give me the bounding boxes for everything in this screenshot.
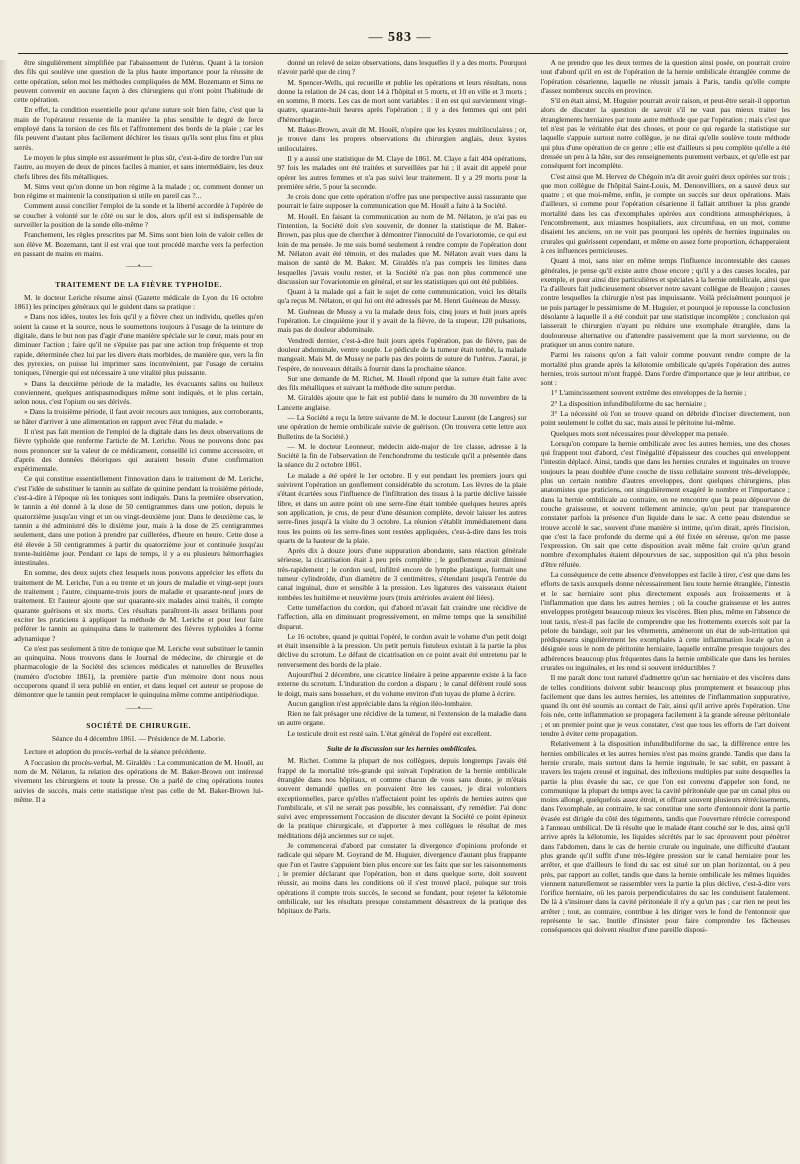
paragraph: 3° La nécessité où l'on se trouve quand on débride d'inciser directement, non point seulement le collet du sac, mais aussi le péritoine lui-même. — [540, 408, 790, 428]
paragraph: En effet, la condition essentielle pour qu'une suture soit bien faite, c'est que la main de l'opérateur ressente de la manière la plus sensible le degré de force employé dans la torsion de ces fils et l'affrontement des bords de la plaie ; car les fils peuvent d'autant plus facilement déchirer les tissus qu'ils sont plus fins et plus serrés. — [14, 105, 264, 152]
paragraph: — La Société a reçu la lettre suivante de M. le docteur Laurent (de Langres) sur une opération de hernie ombilicale suivie de guérison. (On trouvera cette lettre aux Bulletins de la Société.) — [277, 412, 527, 441]
paragraph: Après dix à douze jours d'une suppuration abondante, sans réaction générale sérieuse, la cicatrisation était à peu près complète ; le gonflement avait diminué très-rapidement ; le cordon seul, infiltré encore de lymphe plastique, formait une tumeur cylindroïde, d'un diamètre de 3 centimètres, s'étendant jusqu'à l'entrée du canal inguinal, dure et sensible à la pression. Les ligatures des vaisseaux étaient tombées les huitième et neuvième jours (trois artérioles avaient été liées). — [277, 546, 527, 602]
section-ornament — [14, 704, 263, 713]
paragraph: A ne prendre que les deux termes de la question ainsi posée, on pourrait croire tout d'abord qu'il en est de l'opération de la hernie ombilicale étranglée comme de l'opération césarienne, laquelle ne réussit jamais à Paris, tandis qu'elle compte d'assez nombreux succès en province. — [540, 58, 790, 95]
paragraph: Franchement, les règles prescrites par M. Sims sont bien loin de valoir celles de son élève M. Bozemann, tant il est vrai que tout procédé marche vers la perfection en passant de mains en mains. — [14, 230, 264, 258]
paragraph: M. Guéneau de Mussy a vu la malade deux fois, cinq jours et huit jours après l'opération. Le cinquième jour il y avait de la fièvre, de la stupeur, 120 pulsations, mais pas de douleur abdominale. — [277, 306, 527, 335]
paragraph: A l'occasion du procès-verbal, M. Giraldès : La communication de M. Houël, au nom de M. Nélaton, la relation des opérations de M. Baker-Brown ont intéressé vivement les chirurgiens et toute la presse. On a parlé de cinq opérations toutes suivies de succès, mais cette statistique n'est pas celle de M. Baker-Brown lui-même. Il a — [14, 757, 264, 804]
paragraph: Sur une demande de M. Richet, M. Houël répond que la suture était faite avec des fils métalliques et suivant la méthode dite suture perdue. — [277, 373, 527, 393]
column-right — [541, 58, 790, 1156]
paragraph: M. le docteur Leriche résume ainsi (Gazette médicale de Lyon du 16 octobre 1861) les principes généraux qui le guident dans sa pratique : — [14, 292, 264, 312]
paragraph: C'est ainsi que M. Hervez de Chégoin m'a dit avoir guéri deux opérées sur trois ; que mon collègue de l'hôpital Saint-Louis, M. Denonvilliers, en a sauvé deux sur quatre ; et que moi-même, enfin, je compte un succès sur deux opérations. Mais d'ailleurs, si comme pour l'opération césarienne il fallait attribuer la plus grande mortalité dans les cas d'exomphales opérées aux conditions atmosphériques, à l'encombrement, aux miasmes hospitaliers, aux circumfusa, en un mot, comme disaient les anciens, on ne voit pas pourquoi les opérés de hernies inguinales ou crurales qui guérissent cependant, et même en assez forte proportion, échapperaient à ces influences pernicieuses. — [540, 171, 790, 255]
paragraph: M. Richet. Comme la plupart de nos collègues, depuis longtemps j'avais été frappé de la mortalité très-grande qui suivait l'opération de la hernie ombilicale étranglée dans nos hôpitaux, et comme chacun de vous sans doute, je m'étais souvent demandé quelles en pouvaient être les causes, je dirai volontiers exceptionnelles, parce qu'elles n'affectaient point les opérés de hernies autres que l'ombilicale, et s'il ne serait pas possible, les connaissant, d'y remédier. J'ai donc suivi avec empressement l'occasion de discuter devant la Société ce point épineux de la pratique chirurgicale, et d'apporter à mes collègues le résultat de mes méditations déjà anciennes sur ce sujet. — [277, 756, 527, 840]
paragraph: » Dans la troisième période, il faut avoir recours aux toniques, aux corroborants, se hâter d'arriver à une alimentation en rapport avec l'état du malade. » — [14, 407, 264, 426]
paragraph: « Dans nos idées, toutes les fois qu'il y a fièvre chez un individu, quelles qu'en soient la cause et la source, nous le soumettons toujours à l'usage de la teinture de digitale, dans le but non pas d'agir d'une manière spéciale sur le cœur, mais pour en diminuer l'action ; faire qu'il ne s'épuise pas par une action trop fréquente et trop rapide, déterminée chez lui par les divers états morbides, de manière que, vers la fin des pyrexies, on puisse lui imprimer sans inconvénient, par l'usage de certains toniques, l'énergie qui est nécessaire à une vitalité plus puissante. — [14, 312, 264, 378]
paragraph: Le moyen le plus simple est assurément le plus sûr, c'est-à-dire de tordre l'un sur l'autre, au moyen de deux de pinces faciles à manier, et sans intermédiaire, les deux chefs libres des fils métalliques. — [14, 152, 264, 181]
paragraph: Lorsqu'on compare la hernie ombilicale avec les autres hernies, une des choses qui frappent tout d'abord, c'est l'inégalité d'épaisseur des couches qui enveloppent l'intestin déplacé. Ainsi, tandis que dans les hernies crurales et inguinales on trouve toujours la peau doublée d'une couche de tissu cellulaire souvent très-développée, plus un certain nombre d'autres enveloppes, dont quelques chirurgiens, plus anatomistes que praticiens, ont singulièrement exagéré le nombre et l'importance ; dans la hernie ombilicale au contraire, on ne rencontre que la peau dépourvue de couche graisseuse, et souvent tellement amincie, qu'on peut par transparence constater parfois la présence d'un liquide dans le sac. A cette peau distendue se trouve accolé le sac, souvent d'une manière si intime, qu'on dirait, après l'incision, que c'est la face profonde du derme qui a été fixée en séreuse, qu'on me passe l'expression. On sait que cette disposition avait même fait croire qu'un grand nombre d'exomphales étaient dépourvues de sac, supposition qui n'a plus besoin d'être réfutée. — [540, 438, 790, 569]
paragraph: M. Houël. En faisant la communication au nom de M. Nélaton, je n'ai pas eu l'intention, la Société doit s'en souvenir, de donner la statistique de M. Baker-Brown, pas plus que de chercher à démontrer l'innocuité de l'ovariotomie, ce qui est loin de ma pensée. Je me suis borné seulement à rendre compte de l'opération dont M. Nélaton avait été témoin, et des malades que M. Nélaton avait vues dans la maison de santé de M. Baker. M. Giraldès n'a pas compris les limites dans lesquelles j'avais voulu rester, et la Société n'a pas non plus commencé une discussion sur l'ovariotomie en général, et sur les statistiques qui ont été publiées. — [277, 211, 527, 286]
paragraph: Cette tuméfaction du cordon, qui d'abord m'avait fait craindre une récidive de l'affection, alla en diminuant progressivement, en même temps que la sensibilité disparut. — [277, 602, 527, 631]
header-rule — [18, 53, 788, 54]
page-header: — 583 — — [368, 30, 432, 45]
section-ornament — [14, 262, 263, 271]
paragraph: donné un relevé de seize observations, dans lesquelles il y a des morts. Pourquoi n'avoir parlé que de cinq ? — [277, 58, 527, 77]
paragraph: Parmi les raisons qu'on a fait valoir comme pouvant rendre compte de la mortalité plus grande après la kélotomie ombilicale qu'après l'opération des autres hernies, trois surtout m'ont frappé. Dans l'ordre d'importance que je leur attribue, ce sont : — [540, 350, 790, 388]
paragraph: 1° L'amincissement souvent extrême des enveloppes de la hernie ; — [550, 388, 747, 398]
column-left — [14, 58, 263, 1156]
paragraph: Ce n'est pas seulement à titre de tonique que M. Leriche veut substituer le tannin au quinquina. Nous trouvons dans le Journal de médecine, de chirurgie et de pharmacologie de la Société des sciences médicales et naturelles de Bruxelles (numéro d'octobre 1861), la première partie d'un mémoire dont nous nous occuperons quand il sera publié en entier, et dans lequel cet auteur se propose de démontrer que le tannin peut remplacer le quinquina même comme antipériodique. — [14, 643, 264, 700]
paragraph: Quelques mots sont nécessaires pour développer ma pensée. — [550, 428, 729, 438]
paragraph: Il me paraît donc tout naturel d'admettre qu'un sac herniaire et des viscères dans de telles conditions doivent subir beaucoup plus promptement et beaucoup plus facilement que dans les autres hernies, les atteintes de l'inflammation suppurative, quand ils ont été soumis au contact de l'air, ainsi qu'il arrive après l'opération. Une fois née, cette inflammation se propagera facilement à la grande séreuse péritonéale ; et un premier point que je veux constater, c'est que tous les efforts de l'art doivent tendre à éviter cette propagation. — [540, 673, 790, 739]
paragraph: Relativement à la disposition infundibuliforme du sac, la différence entre les hernies ombilicales et les autres hernies n'est pas moins grande. Tandis que dans la hernie crurale, mais surtout dans la hernie inguinale, le sac subit, en passant à travers les trajets creusé et inguinal, des inflexions multiples par suite desquelles la partie la plus évasée du sac, ce que l'on est convenu d'appeler son fond, ne communique la plupart du temps avec la cavité péritonéale que par un canal plus ou moins allongé, quelquefois assez étroit, et offrant souvent plusieurs rétrécissements, dans l'exomphale, au contraire, le sac constitue une sorte d'entonnoir dont la partie évasée est dirigée du côté des téguments, tandis que l'ouverture rétrécie correspond à l'anneau ombilical. De là résulte que le malade étant couché sur le dos, ainsi qu'il arrive après la kélotomie, les liquides sécrétés par le sac éprouvent pour pénétrer dans l'abdomen, dans le cas de hernie crurale ou inguinale, une difficulté d'autant plus grande qu'il suffit d'une très-légère pression sur le canal herniaire pour les arrêter, et que d'ailleurs le fond du sac est situé sur un plan horizontal, ou à peu près, par rapport au collet, tandis que dans la hernie ombilicale les mêmes liquides viennent naturellement se rassembler vers la partie la plus déclive, c'est-à-dire vers l'orifice herniaire, où les parois perpendiculaires du sac les conduisent fatalement. De là à s'insinuer dans la cavité péritonéale il n'y a qu'un pas ; car rien ne peut les arrêter ; tout, au contraire, contribue à les diriger vers le fond de l'entonnoir que représente le sac. Inutile d'insister pour faire comprendre les fâcheuses conséquences qui doivent résulter d'une pareille disposi- — [540, 739, 790, 935]
paragraph: Le testicule droit est resté sain. L'état général de l'opéré est excellent. — [287, 728, 492, 738]
paragraph: être singulièrement simplifiée par l'abaissement de l'utérus. Quant à la torsion des fils qui soulève une question de la plus haute importance pour la réussite de cette opération, selon moi les méthodes compliquées de MM. Bozemann et Sims ne peuvent convenir en aucune façon à des chirurgiens qui n'ont point l'habitude de cette opération. — [14, 58, 264, 105]
section-heading-suite: Suite de la discussion sur les hernies ombilicales. — [327, 744, 477, 754]
section-heading-typhoide: TRAITEMENT DE LA FIÈVRE TYPHOÏDE. — [55, 279, 223, 289]
paragraph: Ce qui constitue essentiellement l'innovation dans le traitement de M. Leriche, c'est l'idée de substituer le tannin au sulfate de quinine pendant la troisième période, c'est-à-dire à l'époque où les toniques sont indiqués. Dans la première observation, le tannin a été donné à la dose de 50 centigrammes dans une potion, depuis le quatorzième jusqu'au vingt et un ou vingt-deuxième jour. Dans le deuxième cas, le tannin a été administré dès le dixième jour, mais à la dose de 25 centigrammes seulement, dans une potion à prendre par cuillerées, d'heure en heure. Cette dose a été élevée à 50 centigrammes à partir du quatorzième jour et continuée jusqu'au trente-huitième jour. Pendant ce laps de temps, il y a eu plusieurs hémorrhagies intestinales. — [14, 474, 264, 568]
paragraph: M. Giraldès ajoute que le fait est publié dans le numéro du 30 novembre de la Lancette anglaise. — [277, 393, 527, 412]
paragraph: Le 16 octobre, quand je quittai l'opéré, le cordon avait le volume d'un petit doigt et était insensible à la pression. Un petit pertuis fistuleux existait à la partie la plus déclive du scrotum. Le défaut de cicatrisation en ce point avait été entretenu par le renversement des bords de la plaie. — [277, 631, 527, 669]
paragraph: S'il en était ainsi, M. Huguier pourrait avoir raison, et peut-être serait-il opportun alors de discuter la question de savoir s'il ne vaut pas mieux traiter les étranglements herniaires par toute autre méthode que par l'opération ; mais c'est que tel n'est pas le véritable état des choses, et pour ce qui regarde la statistique sur laquelle s'appuie surtout notre collègue, je ne dirai qu'elle soulève toute méthode qui plus d'une opération de ce genre ; elle est d'ailleurs si peu complète qu'elle a été dressée un peu à la hâte, sur des renseignements purement verbaux, et qu'elle est par conséquent fort incomplète. — [540, 96, 790, 171]
paragraph: Quant à la malade qui a fait le sujet de cette communication, voici les détails qu'a reçus M. Nélaton, et qui lui ont été adressés par M. Henri Guéneau de Mussy. — [277, 287, 527, 306]
binding-shadow — [0, 60, 8, 1164]
paragraph: Aujourd'hui 2 décembre, une cicatrice linéaire à peine apparente existe à la face externe du scrotum. L'induration du cordon a disparu ; le canal déférent roulé sous le doigt, mais sans bosselure, et du volume environ d'un tuyau de plume à écrire. — [277, 670, 527, 698]
paragraph: Lecture et adoption du procès-verbal de la séance précédente. — [24, 747, 207, 757]
paragraph: La conséquence de cette absence d'enveloppes est facile à tirer, c'est que dans les efforts de taxis auxquels donne nécessairement lieu toute hernie étranglée, l'intestin et le sac herniaire sont plus directement exposés aux froissements et à l'inflammation que dans les autres hernies ; où la couche graisseuse et les autres enveloppes protègent beaucoup mieux les viscères. Bien plus, même en l'absence de tout taxis, n'est-il pas facile de comprendre que les frottements exercés soit par la pelote du bandage, soit par les vêtements, amèneront un état de sub-irritation qui prédisposera singulièrement les exomphales à cette inflammation locale qu'on a désignée sous le nom de péritonite herniaire, laquelle entraîne presque toujours des adhérences beaucoup plus fréquentes dans la hernie ombilicale que dans les hernies crurales ou inguinales, et les rend si souvent irréductibles ? — [540, 570, 790, 672]
column-middle — [277, 58, 526, 1156]
paragraph: M. Spencer-Wells, qui recueille et publie les opérations et leurs résultats, nous donne la relation de 24 cas, dont 14 à l'hôpital et 5 morts, et 10 en ville et 3 morts ; en somme, 8 morts. Les cas de mort sont variables : il en est qui surviennent vingt-quatre, quarante-huit heures après l'opération ; il y a des femmes qui ont péri d'hémorrhagie. — [277, 77, 527, 124]
paragraph: Il y a aussi une statistique de M. Claye de 1861. M. Claye a fait 404 opérations, 97 fois les malades ont été traitées et surveillées par lui ; il avait dit appelé pour opérer les autres femmes et n'a pas suivi leur traitement. Il y a 29 morts pour la première série, 5 pour la seconde. — [277, 153, 527, 191]
section-heading-societe: SOCIÉTÉ DE CHIRURGIE. — [86, 720, 192, 730]
page-number: 583 — [388, 30, 412, 45]
paragraph: » Dans la deuxième période de la maladie, les évacuants salins ou huileux conviennent, quelques antispasmodiques même sont indiqués, et le plus certain, selon nous, c'est l'opium ou ses dérivés. — [14, 378, 264, 407]
paragraph: — M. le docteur Leonneur, médecin aide-major de 1re classe, adresse à la Société la fin de l'observation de l'enchondrome du testicule qu'il a présentée dans la séance du 2 octobre 1861. — [277, 441, 527, 470]
paragraph: M. Sims veut qu'on donne un bon régime à la malade ; or, comment donner un bon régime et maintenir la constipation si utile en pareil cas ?... — [14, 181, 264, 201]
paragraph: M. Baker-Brown, avait dit M. Houël, n'opère que les kystes multiloculaires ; or, je trouve dans les propres observations du chirurgien anglais, deux kystes uniloculaires. — [277, 125, 527, 153]
paragraph: En somme, des deux sujets chez lesquels nous pouvons apprécier les effets du traitement de M. Leriche, l'un a eu trente et un jours de maladie et vingt-sept jours de traitement ; l'autre, cinquante-trois jours de maladie et quarante-neuf jours de traitement. Et l'auteur ajoute que sur quarante-six malades ainsi traités, il compte quarante guérisons et six morts. Ces résultats paraîtront-ils assez brillants pour exciter les praticiens à appliquer la méthode de M. Leriche et pour leur faire préférer le tannin au quinquina dans le traitement des fièvres typhoïdes à forme adynamique ? — [14, 568, 264, 643]
paragraph: Je crois donc que cette opération n'offre pas une perspective aussi rassurante que pourrait le faire supposer la communication que M. Houël a faite à la Société. — [277, 192, 527, 211]
paragraph: Quant à moi, sans nier en même temps l'influence incontestable des causes générales, je pense qu'il existe autre chose encore ; qu'il y a des causes locales, par exemple, et pour ainsi dire particulières et spéciales à la hernie ombilicale, ainsi que l'a d'ailleurs fait judicieusement observer notre savant collègue de Beaujon ; causes contre lesquelles la chirurgie n'est pas impuissante. Voilà précisément pourquoi je ne puis partager le pessimisme de M. Huguier, et pourquoi je repousse la conclusion désolante à laquelle il a été conduit par une statistique incomplète ; conclusion qui laisserait le chirurgien n'ayant pu réduire une exomphale étranglée, dans la douloureuse alternative ou d'attendre passivement que la mort survienne, ou de pratiquer un anus contre nature. — [540, 256, 790, 349]
paragraph: Le malade a été opéré le 1er octobre. Il y eut pendant les premiers jours qui suivirent l'opération un gonflement considérable du scrotum. Les lèvres de la plaie s'étant écartées sous l'influence de l'infiltration des tissus à la partie déclive laissée libre, et dans un autre point où une serre-fine était tombée quelques heures après son application, je crus, de peur d'une désunion complète, devoir laisser les autres serre-fines jusqu'à la visite du 3 octobre. La réunion s'établit immédiatement dans tous les points où les serre-fines sont restées appliquées, c'est-à-dire dans les trois quarts de la hauteur de la plaie. — [277, 470, 527, 545]
seance-line: Séance du 4 décembre 1861. — Présidence de M. Laborie. — [51, 734, 226, 744]
paragraph: 2° La disposition infundibuliforme du sac herniaire ; — [550, 398, 707, 408]
paragraph: Aucun ganglion n'est appréciable dans la région iléo-lombaire. — [287, 698, 473, 708]
paragraph: Vendredi dernier, c'est-à-dire huit jours après l'opération, pas de fièvre, pas de douleur abdominale, ventre souple. Le pédicule de la tumeur était tombé, la malade mangeait. Mais M. de Mussy ne parle pas des points de suture de l'utérus. J'aurai, je l'espère, de nouveaux détails à fournir dans la prochaine séance. — [277, 335, 527, 373]
paragraph: Je commencerai d'abord par constater la divergence d'opinions profonde et radicale qui sépare M. Goyrand de M. Huguier, divergence d'autant plus frappante que l'un et l'autre s'appuient bien plus encore sur les faits que sur les raisonnements ; le premier déclarant que l'opération, bon et dans quelque sorte, doit souvent réussir, au moins dans les conditions où il s'est trouvé placé, puisque sur trois opérations il compte trois succès, le second se fondant, pour rejeter la kélotomie ombilicale, sur les résultats presque constamment désastreux de la pratique des hôpitaux de Paris. — [277, 841, 527, 916]
paragraph: Rien ne fait présager une récidive de la tumeur, ni l'extension de la maladie dans un autre organe. — [277, 709, 527, 728]
paragraph: Comment aussi concilier l'emploi de la sonde et la liberté accordée à l'opérée de se coucher à volonté sur le côté ou sur le dos, alors qu'il est si indispensable de surveiller la position de la sonde elle-même ? — [14, 201, 264, 230]
text-columns — [14, 58, 790, 1156]
paragraph: Il n'est pas fait mention de l'emploi de la digitale dans les deux observations de fièvre typhoïde que renferme l'article de M. Leriche. Nous ne pouvons donc pas nous prononcer sur la valeur de ce médicament, conseillé ici comme accessoire, et d'après des données théoriques qui auraient besoin d'une confirmation expérimentale. — [14, 426, 264, 474]
